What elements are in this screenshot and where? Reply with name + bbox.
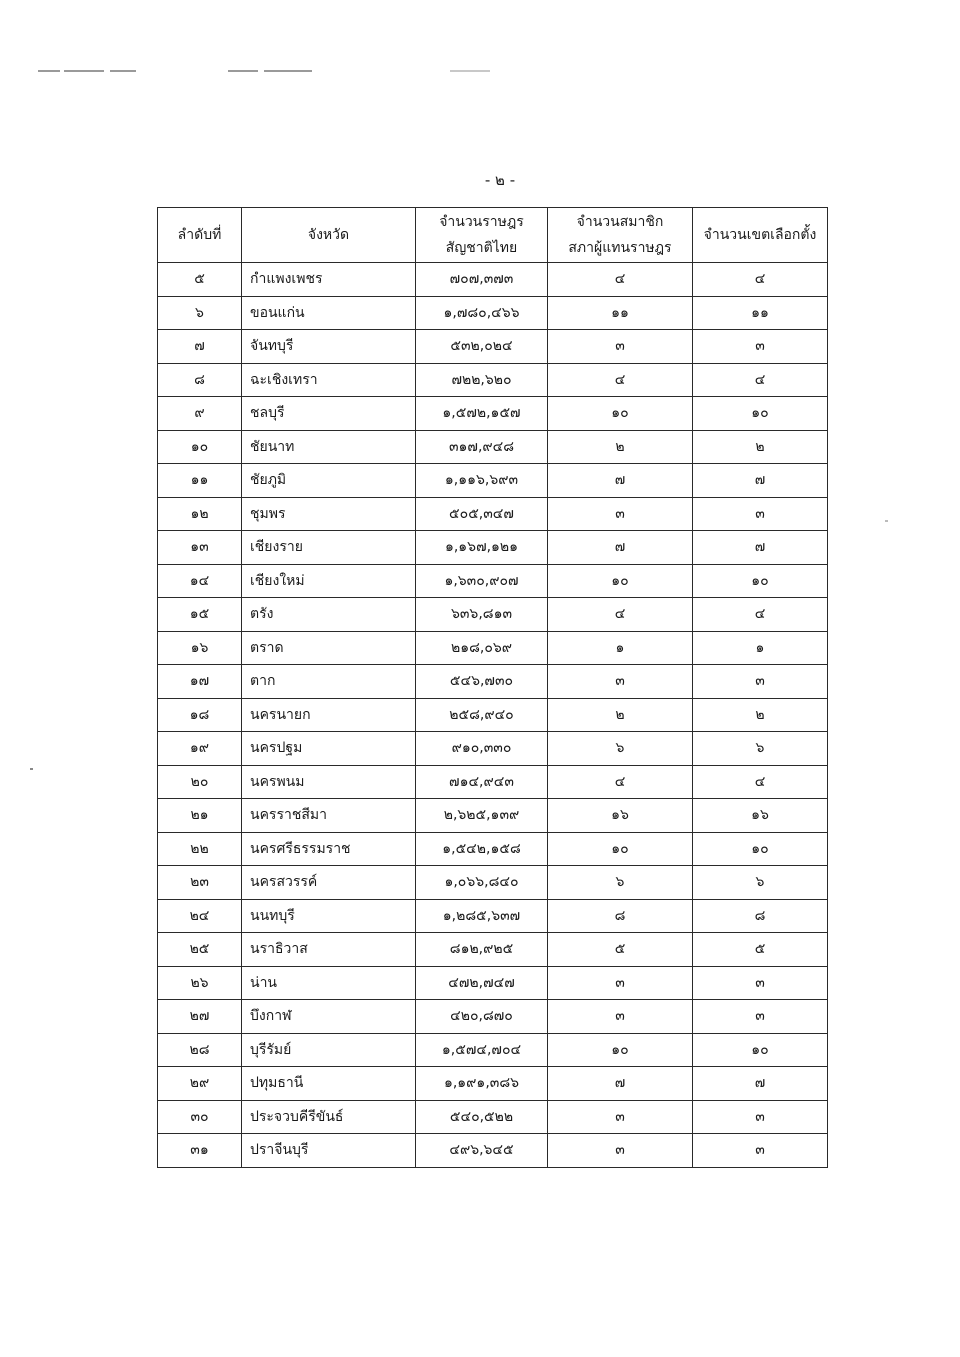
table-row (158, 765, 828, 799)
cell-order: ๓๐ (158, 1100, 242, 1134)
cell-districts: ๖ (693, 732, 828, 766)
cell-population: ๑,๕๗๔,๗๐๔ (416, 1033, 548, 1067)
cell-members: ๖ (548, 866, 693, 900)
cell-population: ๑,๕๔๒,๑๕๘ (416, 832, 548, 866)
cell-members: ๓ (548, 665, 693, 699)
scan-speck (30, 768, 33, 770)
table-row (158, 363, 828, 397)
cell-population: ๔๒๐,๘๗๐ (416, 1000, 548, 1034)
cell-members: ๓ (548, 1000, 693, 1034)
table-row (158, 866, 828, 900)
cell-order: ๒๙ (158, 1067, 242, 1101)
cell-order: ๑๐ (158, 430, 242, 464)
cell-province: นครนายก (242, 698, 416, 732)
province-table (157, 207, 828, 1168)
cell-order: ๗ (158, 330, 242, 364)
cell-members: ๖ (548, 732, 693, 766)
cell-members: ๗ (548, 1067, 693, 1101)
cell-members: ๑๐ (548, 397, 693, 431)
cell-districts: ๑๖ (693, 799, 828, 833)
cell-population: ๕๓๒,๐๒๔ (416, 330, 548, 364)
cell-province: นครพนม (242, 765, 416, 799)
cell-province: นราธิวาส (242, 933, 416, 967)
cell-order: ๙ (158, 397, 242, 431)
cell-population: ๖๓๖,๘๑๓ (416, 598, 548, 632)
cell-members: ๔ (548, 363, 693, 397)
table-row (158, 263, 828, 297)
cell-order: ๓๑ (158, 1134, 242, 1168)
header-order: ลำดับที่ (158, 208, 242, 263)
cell-population: ๑,๕๗๒,๑๕๗ (416, 397, 548, 431)
cell-population: ๗๑๔,๙๔๓ (416, 765, 548, 799)
cell-province: เชียงใหม่ (242, 564, 416, 598)
cell-province: ฉะเชิงเทรา (242, 363, 416, 397)
cell-population: ๑,๑๑๖,๖๙๓ (416, 464, 548, 498)
cell-districts: ๔ (693, 363, 828, 397)
cell-population: ๓๑๗,๙๔๘ (416, 430, 548, 464)
cell-population: ๕๔๐,๕๒๒ (416, 1100, 548, 1134)
cell-population: ๕๔๖,๗๓๐ (416, 665, 548, 699)
cell-order: ๘ (158, 363, 242, 397)
cell-order: ๑๙ (158, 732, 242, 766)
cell-population: ๒,๖๒๕,๑๓๙ (416, 799, 548, 833)
cell-population: ๑,๗๘๐,๔๖๖ (416, 296, 548, 330)
cell-population: ๑,๐๖๖,๘๔๐ (416, 866, 548, 900)
cell-order: ๑๗ (158, 665, 242, 699)
cell-districts: ๑๐ (693, 397, 828, 431)
cell-districts: ๓ (693, 665, 828, 699)
cell-population: ๑,๒๘๕,๖๓๗ (416, 899, 548, 933)
cell-order: ๒๐ (158, 765, 242, 799)
cell-population: ๑,๖๓๐,๙๐๗ (416, 564, 548, 598)
cell-population: ๑,๑๙๑,๓๘๖ (416, 1067, 548, 1101)
cell-order: ๒๑ (158, 799, 242, 833)
cell-province: ประจวบคีรีขันธ์ (242, 1100, 416, 1134)
table-row (158, 933, 828, 967)
cell-districts: ๔ (693, 765, 828, 799)
cell-members: ๓ (548, 1134, 693, 1168)
cell-members: ๘ (548, 899, 693, 933)
cell-members: ๑ (548, 631, 693, 665)
cell-members: ๓ (548, 1100, 693, 1134)
cell-members: ๕ (548, 933, 693, 967)
cell-province: ชัยนาท (242, 430, 416, 464)
table-row (158, 698, 828, 732)
cell-order: ๒๔ (158, 899, 242, 933)
cell-province: ปราจีนบุรี (242, 1134, 416, 1168)
cell-population: ๘๑๒,๙๒๕ (416, 933, 548, 967)
cell-districts: ๑๐ (693, 564, 828, 598)
table-row (158, 1000, 828, 1034)
cell-province: ตราด (242, 631, 416, 665)
cell-population: ๑,๑๖๗,๑๒๑ (416, 531, 548, 565)
cell-order: ๑๒ (158, 497, 242, 531)
table-row (158, 531, 828, 565)
cell-members: ๔ (548, 263, 693, 297)
page-number: - ๒ - (484, 171, 516, 189)
cell-districts: ๑๑ (693, 296, 828, 330)
header-population (416, 208, 548, 263)
cell-members: ๑๐ (548, 1033, 693, 1067)
table-row (158, 1100, 828, 1134)
header-members (548, 208, 693, 263)
cell-province: กำแพงเพชร (242, 263, 416, 297)
cell-population: ๒๕๘,๙๔๐ (416, 698, 548, 732)
cell-order: ๒๖ (158, 966, 242, 1000)
cell-districts: ๑๐ (693, 832, 828, 866)
cell-population: ๙๑๐,๓๓๐ (416, 732, 548, 766)
cell-members: ๔ (548, 765, 693, 799)
table-row (158, 1033, 828, 1067)
cell-province: ชลบุรี (242, 397, 416, 431)
cell-order: ๑๑ (158, 464, 242, 498)
cell-province: น่าน (242, 966, 416, 1000)
cell-province: ชุมพร (242, 497, 416, 531)
cell-members: ๒ (548, 698, 693, 732)
table-row (158, 832, 828, 866)
cell-members: ๑๑ (548, 296, 693, 330)
header-members-line1: จำนวนสมาชิก (576, 214, 664, 230)
cell-province: ปทุมธานี (242, 1067, 416, 1101)
header-province: จังหวัด (242, 208, 416, 263)
cell-districts: ๔ (693, 263, 828, 297)
scan-speck (885, 520, 888, 522)
cell-order: ๑๖ (158, 631, 242, 665)
cell-districts: ๖ (693, 866, 828, 900)
header-districts: จำนวนเขตเลือกตั้ง (693, 208, 828, 263)
cell-districts: ๒ (693, 430, 828, 464)
cell-population: ๕๐๕,๓๔๗ (416, 497, 548, 531)
cell-districts: ๗ (693, 464, 828, 498)
cell-members: ๑๐ (548, 564, 693, 598)
table-row (158, 899, 828, 933)
cell-order: ๑๓ (158, 531, 242, 565)
cell-districts: ๓ (693, 1100, 828, 1134)
table-row (158, 631, 828, 665)
table-row (158, 1067, 828, 1101)
cell-order: ๒๕ (158, 933, 242, 967)
cell-province: บุรีรัมย์ (242, 1033, 416, 1067)
table-row (158, 564, 828, 598)
cell-districts: ๓ (693, 1000, 828, 1034)
cell-members: ๒ (548, 430, 693, 464)
table-header-row (158, 208, 828, 263)
cell-districts: ๑๐ (693, 1033, 828, 1067)
cell-province: เชียงราย (242, 531, 416, 565)
table-row (158, 397, 828, 431)
cell-province: ขอนแก่น (242, 296, 416, 330)
cell-districts: ๗ (693, 531, 828, 565)
cell-districts: ๕ (693, 933, 828, 967)
header-population-line1: จำนวนราษฎร (439, 214, 524, 230)
cell-members: ๓ (548, 330, 693, 364)
cell-members: ๑๐ (548, 832, 693, 866)
table-row (158, 799, 828, 833)
table-row (158, 598, 828, 632)
cell-districts: ๓ (693, 330, 828, 364)
cell-order: ๑๘ (158, 698, 242, 732)
table-row (158, 330, 828, 364)
cell-order: ๒๗ (158, 1000, 242, 1034)
table-row (158, 1134, 828, 1168)
table-row (158, 296, 828, 330)
table-row (158, 497, 828, 531)
cell-districts: ๓ (693, 1134, 828, 1168)
scan-artifact (30, 70, 510, 74)
cell-districts: ๗ (693, 1067, 828, 1101)
cell-population: ๔๗๒,๗๔๗ (416, 966, 548, 1000)
cell-districts: ๘ (693, 899, 828, 933)
cell-order: ๖ (158, 296, 242, 330)
cell-order: ๒๘ (158, 1033, 242, 1067)
header-members-line2: สภาผู้แทนราษฎร (568, 240, 672, 256)
table-row (158, 732, 828, 766)
table-row (158, 665, 828, 699)
cell-province: ตาก (242, 665, 416, 699)
cell-members: ๗ (548, 531, 693, 565)
cell-population: ๒๑๘,๐๖๙ (416, 631, 548, 665)
cell-province: บึงกาฬ (242, 1000, 416, 1034)
cell-province: ตรัง (242, 598, 416, 632)
cell-population: ๗๒๒,๖๒๐ (416, 363, 548, 397)
cell-members: ๓ (548, 497, 693, 531)
cell-members: ๑๖ (548, 799, 693, 833)
table-row (158, 430, 828, 464)
cell-province: ชัยภูมิ (242, 464, 416, 498)
cell-population: ๔๙๖,๖๔๕ (416, 1134, 548, 1168)
cell-population: ๗๐๗,๓๗๓ (416, 263, 548, 297)
cell-order: ๒๒ (158, 832, 242, 866)
cell-order: ๑๕ (158, 598, 242, 632)
cell-order: ๕ (158, 263, 242, 297)
cell-districts: ๓ (693, 497, 828, 531)
cell-order: ๒๓ (158, 866, 242, 900)
cell-districts: ๑ (693, 631, 828, 665)
cell-order: ๑๔ (158, 564, 242, 598)
cell-province: นนทบุรี (242, 899, 416, 933)
cell-province: นครสวรรค์ (242, 866, 416, 900)
table-row (158, 966, 828, 1000)
cell-members: ๗ (548, 464, 693, 498)
cell-province: จันทบุรี (242, 330, 416, 364)
cell-members: ๔ (548, 598, 693, 632)
table-row (158, 464, 828, 498)
header-population-line2: สัญชาติไทย (445, 240, 518, 256)
cell-districts: ๔ (693, 598, 828, 632)
cell-province: นครราชสีมา (242, 799, 416, 833)
cell-members: ๓ (548, 966, 693, 1000)
cell-districts: ๒ (693, 698, 828, 732)
cell-districts: ๓ (693, 966, 828, 1000)
cell-province: นครศรีธรรมราช (242, 832, 416, 866)
cell-province: นครปฐม (242, 732, 416, 766)
